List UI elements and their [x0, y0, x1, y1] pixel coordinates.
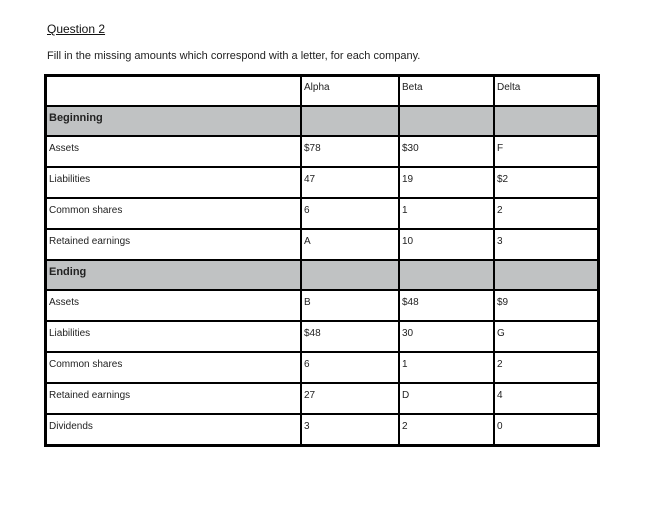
row-label: Assets [46, 136, 301, 167]
header-cell-beta: Beta [399, 76, 494, 106]
section-cell [494, 106, 598, 136]
table-row-beginning-assets [46, 136, 598, 167]
beta-cell: $48 [399, 290, 494, 321]
row-label: Assets [46, 290, 301, 321]
beta-cell: D [399, 383, 494, 414]
row-label: Retained earnings [46, 229, 301, 260]
instructions-text: Fill in the missing amounts which correspond with a letter, for each company. [47, 50, 421, 62]
delta-cell: $2 [494, 167, 598, 198]
table-row-ending-retained-earnings [46, 383, 598, 414]
section-cell [399, 106, 494, 136]
table-row-beginning-retained-earnings [46, 229, 598, 260]
beta-cell: $30 [399, 136, 494, 167]
section-label-ending: Ending [46, 260, 301, 290]
delta-cell: G [494, 321, 598, 352]
beta-cell: 2 [399, 414, 494, 445]
alpha-cell: 27 [301, 383, 399, 414]
section-cell [301, 260, 399, 290]
alpha-cell: B [301, 290, 399, 321]
company-amounts-table [44, 74, 600, 447]
beta-cell: 30 [399, 321, 494, 352]
table-header-row [46, 76, 598, 106]
alpha-cell: $48 [301, 321, 399, 352]
table-row-beginning-common-shares [46, 198, 598, 229]
delta-cell: 2 [494, 198, 598, 229]
row-label: Common shares [46, 198, 301, 229]
beta-cell: 19 [399, 167, 494, 198]
delta-cell: $9 [494, 290, 598, 321]
beta-cell: 10 [399, 229, 494, 260]
section-cell [494, 260, 598, 290]
section-row-ending [46, 260, 598, 290]
row-label: Retained earnings [46, 383, 301, 414]
alpha-cell: 6 [301, 198, 399, 229]
table-row-beginning-liabilities [46, 167, 598, 198]
section-row-beginning [46, 106, 598, 136]
header-cell-empty [46, 76, 301, 106]
table-row-ending-dividends [46, 414, 598, 445]
row-label: Common shares [46, 352, 301, 383]
header-cell-delta: Delta [494, 76, 598, 106]
section-label-beginning: Beginning [46, 106, 301, 136]
alpha-cell: 6 [301, 352, 399, 383]
alpha-cell: 3 [301, 414, 399, 445]
delta-cell: 4 [494, 383, 598, 414]
table-row-ending-assets [46, 290, 598, 321]
alpha-cell: A [301, 229, 399, 260]
delta-cell: F [494, 136, 598, 167]
table-row-ending-common-shares [46, 352, 598, 383]
beta-cell: 1 [399, 198, 494, 229]
alpha-cell: 47 [301, 167, 399, 198]
header-cell-alpha: Alpha [301, 76, 399, 106]
beta-cell: 1 [399, 352, 494, 383]
section-cell [301, 106, 399, 136]
row-label: Dividends [46, 414, 301, 445]
delta-cell: 3 [494, 229, 598, 260]
row-label: Liabilities [46, 167, 301, 198]
question-title: Question 2 [47, 22, 106, 36]
row-label: Liabilities [46, 321, 301, 352]
section-cell [399, 260, 494, 290]
delta-cell: 2 [494, 352, 598, 383]
table-row-ending-liabilities [46, 321, 598, 352]
delta-cell: 0 [494, 414, 598, 445]
alpha-cell: $78 [301, 136, 399, 167]
